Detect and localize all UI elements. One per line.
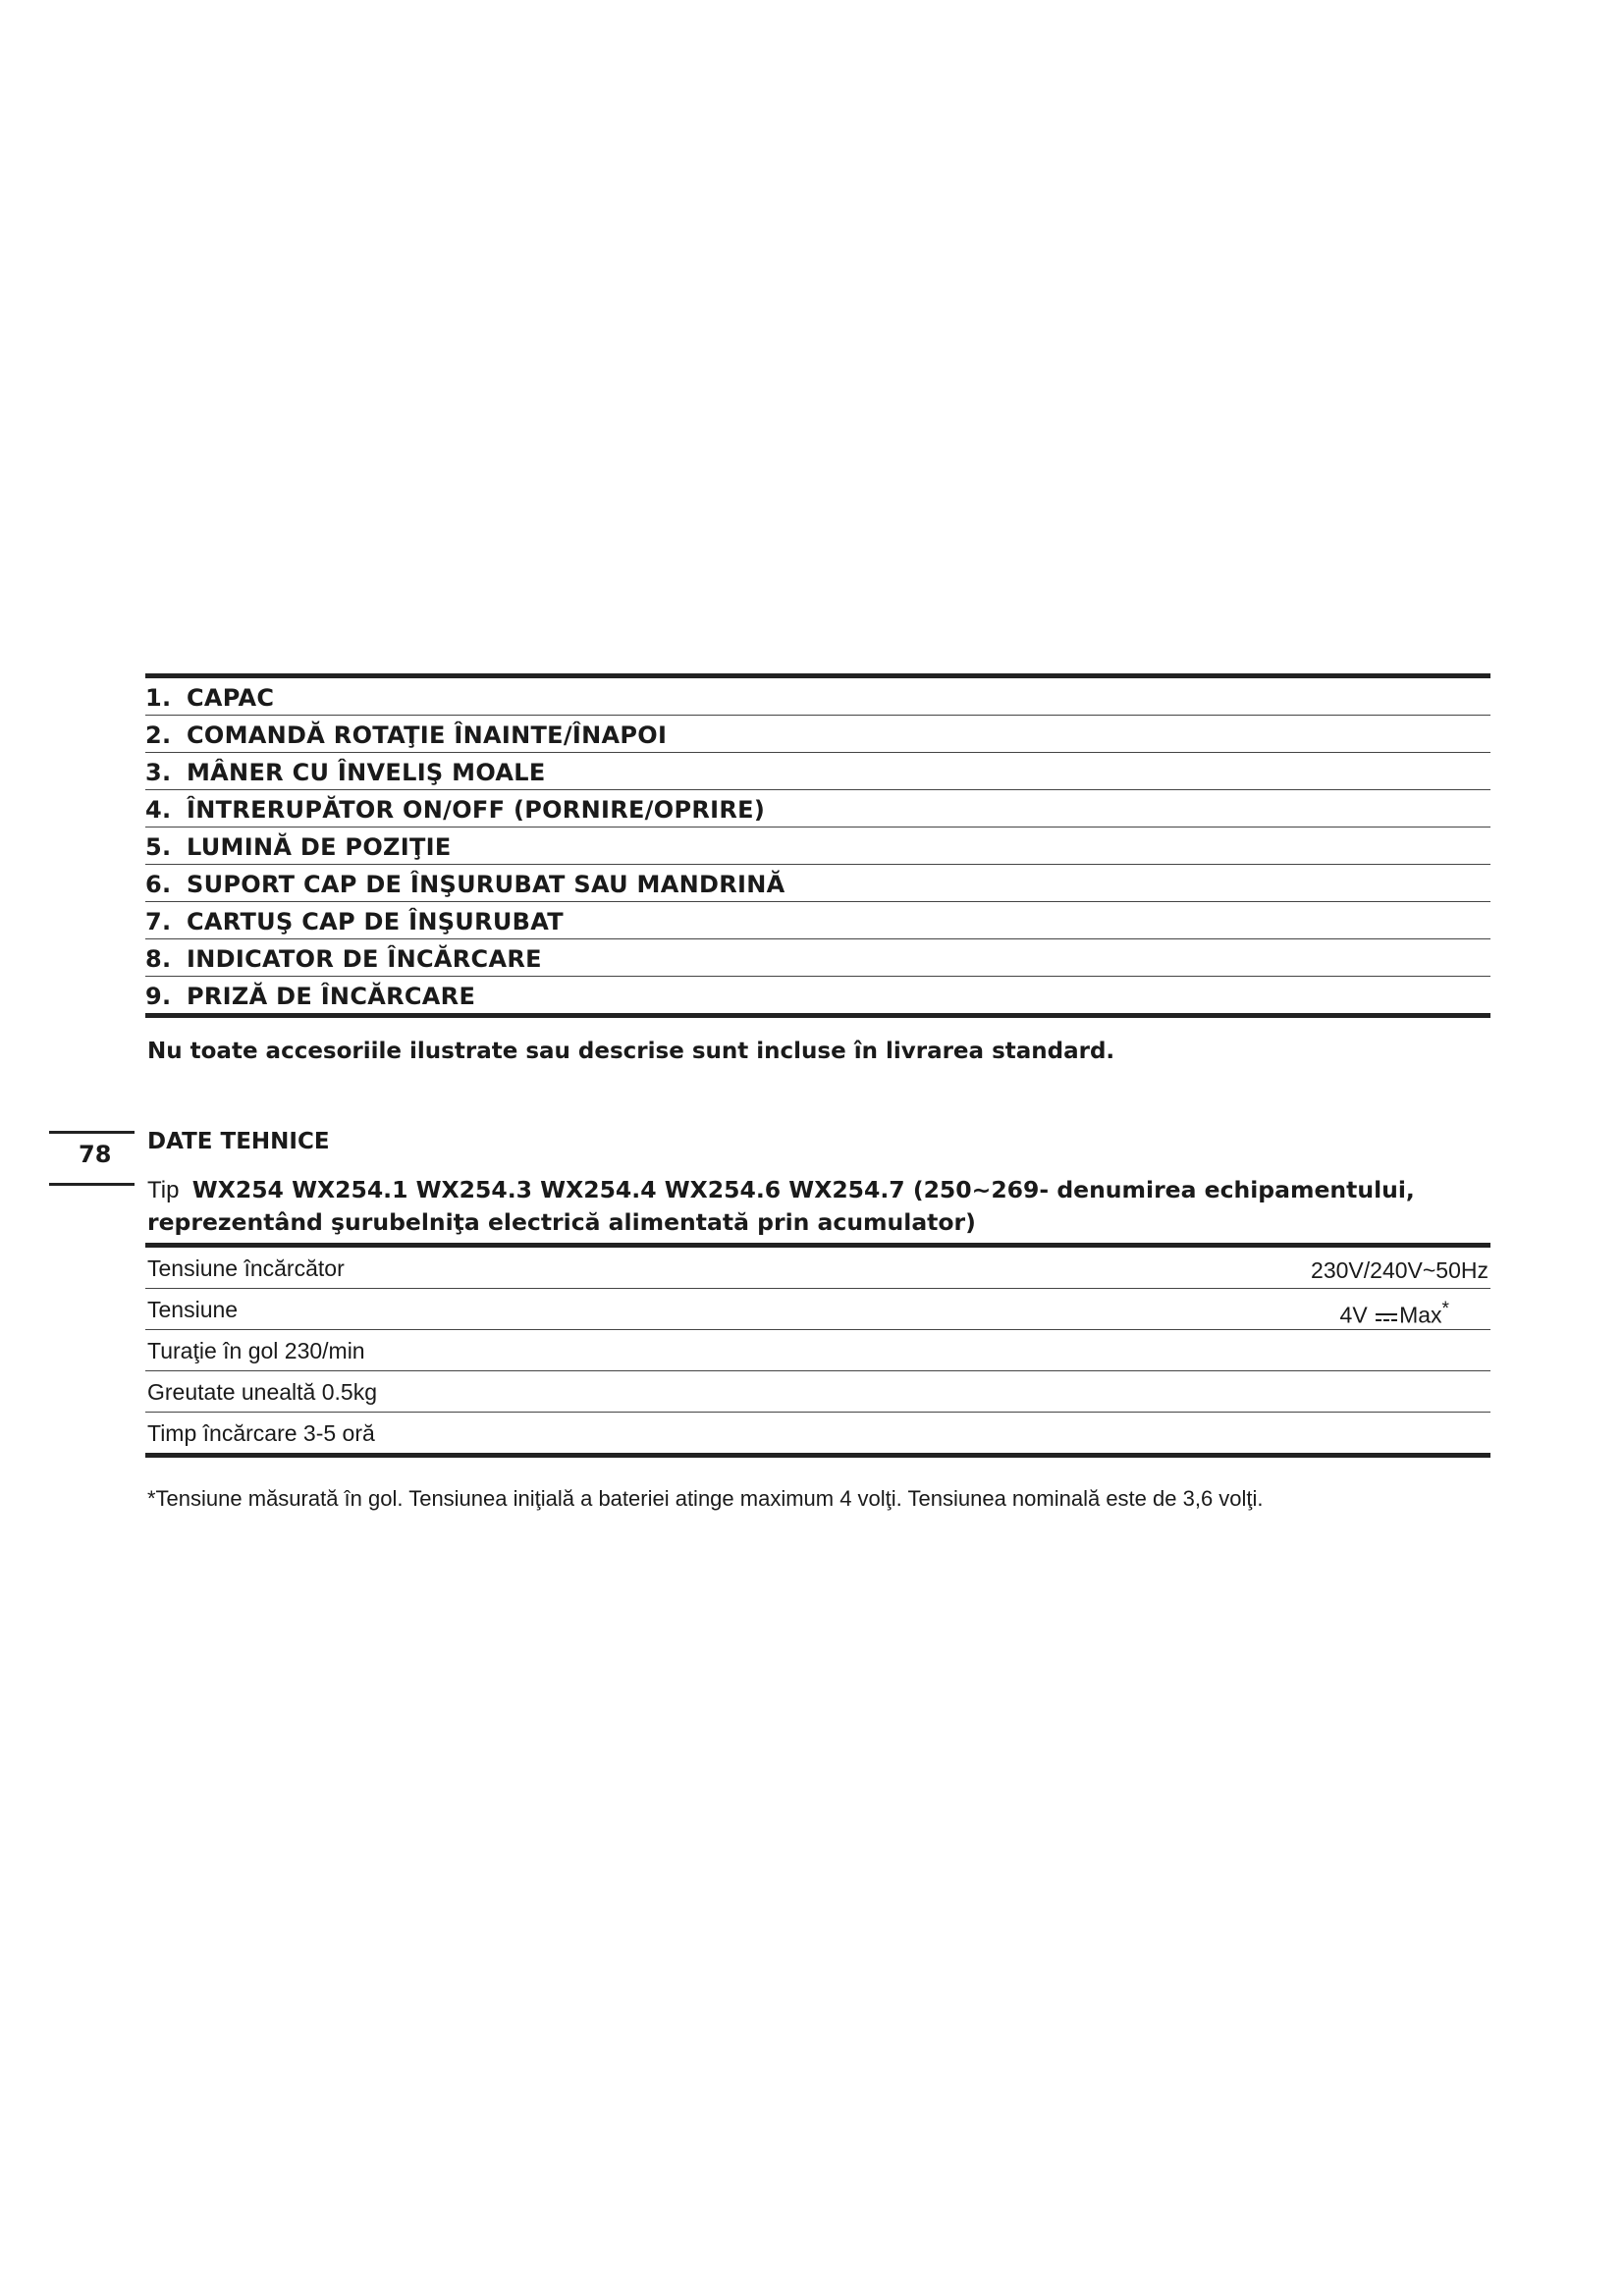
spec-label: Turaţie în gol 230/min [147, 1338, 365, 1363]
part-number: 9. [145, 983, 172, 1010]
spec-label: Tensiune încărcător [147, 1255, 345, 1281]
model-type-line [147, 1174, 1492, 1239]
spec-row [145, 1248, 1490, 1289]
model-list: WX254 WX254.1 WX254.3 WX254.4 WX254.6 WX254.7 (250~269- denumirea echipamentului, reprezentând şurubelniţa electrică alimentată prin acumulator) [147, 1176, 1415, 1236]
voltage-value: 4V [1339, 1302, 1368, 1328]
accessories-note: Nu toate accesoriile ilustrate sau descrise sunt incluse în livrarea standard. [147, 1039, 1115, 1064]
dc-symbol-icon [1376, 1311, 1397, 1323]
page-number-rule-bottom [49, 1183, 135, 1186]
part-item [145, 790, 1490, 828]
part-number: 6. [145, 871, 172, 898]
part-number: 7. [145, 908, 172, 935]
part-label: LUMINĂ DE POZIŢIE [187, 833, 452, 861]
part-number: 5. [145, 833, 172, 861]
part-label: CARTUŞ CAP DE ÎNŞURUBAT [187, 908, 564, 935]
spec-row [145, 1289, 1490, 1330]
part-label: CAPAC [187, 684, 275, 712]
spec-value: 230V/240V~50Hz [1311, 1257, 1489, 1283]
part-number: 1. [145, 684, 172, 712]
page-number-rule-top [49, 1131, 135, 1134]
part-item [145, 939, 1490, 977]
part-label: MÂNER CU ÎNVELIŞ MOALE [187, 759, 546, 786]
footnote-mark: * [1441, 1299, 1449, 1319]
spec-table [145, 1243, 1490, 1458]
part-item [145, 678, 1490, 716]
spec-label: Greutate unealtă 0.5kg [147, 1379, 377, 1405]
voltage-max-label: Max [1399, 1302, 1442, 1328]
footnote: *Tensiune măsurată în gol. Tensiunea iniţială a bateriei atinge maximum 4 volţi. Tensiunea nominală este de 3,6 volţi. [147, 1486, 1264, 1511]
part-number: 2. [145, 721, 172, 749]
part-item [145, 753, 1490, 790]
part-number: 8. [145, 945, 172, 973]
spec-label: Timp încărcare 3-5 oră [147, 1420, 375, 1446]
part-item [145, 828, 1490, 865]
part-number: 4. [145, 796, 172, 824]
part-label: INDICATOR DE ÎNCĂRCARE [187, 945, 542, 973]
page-number: 78 [79, 1141, 112, 1168]
part-label: COMANDĂ ROTAŢIE ÎNAINTE/ÎNAPOI [187, 721, 668, 749]
part-item [145, 865, 1490, 902]
part-label: SUPORT CAP DE ÎNŞURUBAT SAU MANDRINĂ [187, 871, 785, 898]
spec-row [145, 1413, 1490, 1453]
part-item [145, 902, 1490, 939]
type-prefix: Tip [147, 1177, 180, 1203]
spec-value [1340, 1299, 1449, 1329]
spec-row [145, 1330, 1490, 1371]
part-item [145, 977, 1490, 1013]
part-label: ÎNTRERUPĂTOR ON/OFF (PORNIRE/OPRIRE) [187, 796, 766, 824]
spec-row [145, 1371, 1490, 1413]
part-label: PRIZĂ DE ÎNCĂRCARE [187, 983, 476, 1010]
spec-label: Tensiune [147, 1297, 239, 1322]
part-number: 3. [145, 759, 172, 786]
section-heading: DATE TEHNICE [147, 1129, 330, 1154]
part-item [145, 716, 1490, 753]
parts-list [145, 673, 1490, 1018]
